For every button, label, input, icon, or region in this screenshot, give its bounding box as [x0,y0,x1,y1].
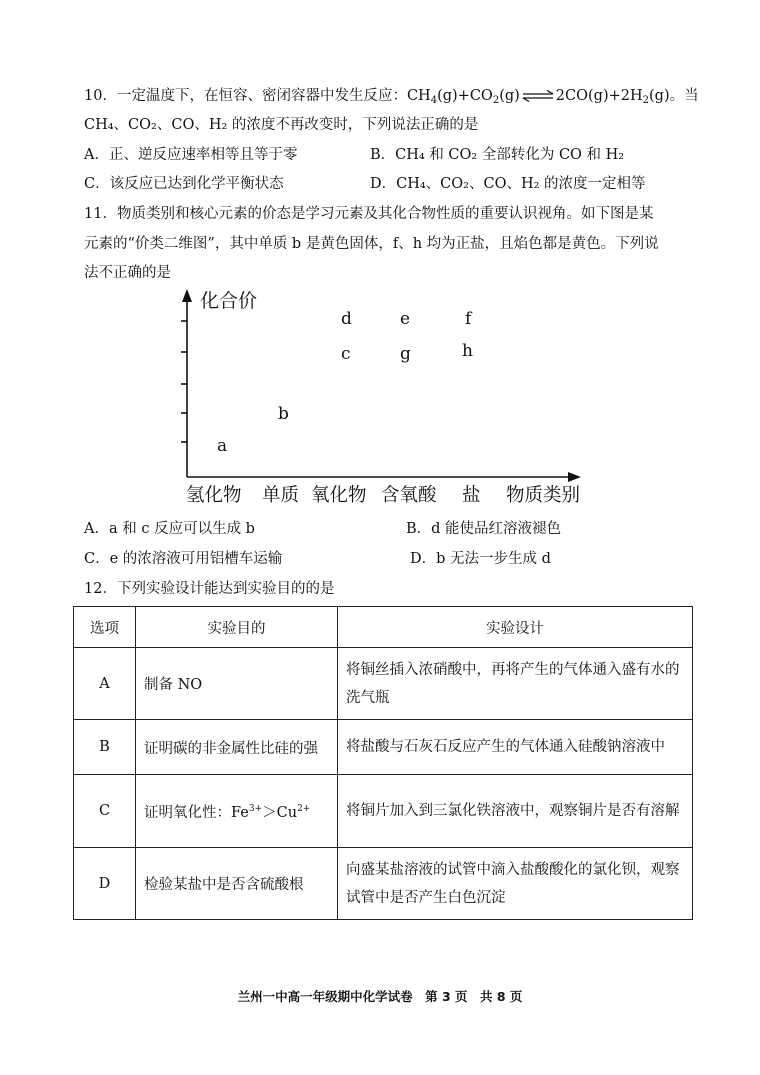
experiment-table [73,606,693,920]
row-design: 向盛某盐溶液的试管中滴入盐酸酸化的氯化钡，观察试管中是否产生白色沉淀 [338,848,693,920]
point-c: c [341,344,351,364]
table-header-row [74,607,693,648]
row-aim: 证明氧化性：$Fe^{3+}>Cu^{2+}$ [136,775,338,848]
q10-option-b: B．CH₄ 和 CO₂ 全部转化为 CO 和 H₂ [370,147,625,163]
y-axis-label: 化合价 [200,290,258,312]
row-option: B [74,720,136,775]
header-aim: 实验目的 [136,607,338,648]
row-design: 将铜丝插入浓硝酸中，再将产生的气体通入盛有水的洗气瓶 [338,648,693,720]
row-option: C [74,775,136,848]
row-aim: 证明碳的非金属性比硅的强 [136,720,338,775]
row-aim: 检验某盐中是否含硫酸根 [136,848,338,920]
table-row [74,648,693,720]
x-category-hydride: 氢化物 [186,485,242,506]
row-aim: 制备 NO [136,648,338,720]
row-design: 将铜片加入到三氯化铁溶液中，观察铜片是否有溶解 [338,775,693,848]
x-category-oxide: 氧化物 [311,485,367,506]
table-row [74,720,693,775]
header-design: 实验设计 [338,607,693,648]
q10-option-c: C．该反应已达到化学平衡状态 [84,176,284,192]
q10-option-d: D．CH₄、CO₂、CO、H₂ 的浓度一定相等 [370,176,646,192]
q11-option-d: D．b 无法一步生成 d [410,551,551,567]
q11-line3: 法不正确的是 [84,265,171,281]
q11-option-c: C．e 的浓溶液可用铝槽车运输 [84,551,283,567]
y-axis-arrow-icon [182,289,192,302]
table-row [74,848,693,920]
row-design: 将盐酸与石灰石反应产生的气体通入硅酸钠溶液中 [338,720,693,775]
q10-line2: CH₄、CO₂、CO、H₂ 的浓度不再改变时，下列说法正确的是 [84,117,479,133]
q12-stem: 12．下列实验设计能达到实验目的的是 [84,581,335,597]
x-category-oxyacid: 含氧酸 [381,485,437,506]
point-e: e [400,309,411,329]
point-g: g [400,344,411,364]
header-option: 选项 [74,607,136,648]
x-axis-label: 物质类别 [506,485,581,506]
x-category-element: 单质 [262,485,300,506]
page-footer: 兰州一中高一年级期中化学试卷 第 3 页 共 8 页 [237,989,523,1004]
y-axis-ticks [181,321,187,442]
q11-line2: 元素的“价类二维图”，其中单质 b 是黄色固体，f、h 均为正盐，且焰色都是黄色。下列说 [84,236,659,252]
q11-option-a: A．a 和 c 反应可以生成 b [84,521,255,537]
point-f: f [465,309,472,329]
x-axis-arrow-icon [568,472,581,482]
table-row [74,775,693,848]
q11-line1: 11．物质类别和核心元素的价态是学习元素及其化合物性质的重要认识视角。如下图是某 [84,206,654,222]
equilibrium-arrow-icon [521,90,555,102]
q11-option-b: B．d 能使品红溶液褪色 [406,521,562,537]
point-h: h [462,341,473,361]
q10-line1: 10．一定温度下，在恒容、密闭容器中发生反应：$CH_4(g)+CO_2(g)$ $2CO(g)+2H_2(g)$。当 [84,88,699,106]
x-category-salt: 盐 [462,485,481,506]
q10-option-a: A．正、逆反应速率相等且等于零 [84,147,298,163]
point-d: d [341,309,352,329]
row-option: A [74,648,136,720]
point-b: b [278,404,289,424]
row-option: D [74,848,136,920]
point-a: a [217,436,228,456]
diagram-axes [187,298,574,477]
